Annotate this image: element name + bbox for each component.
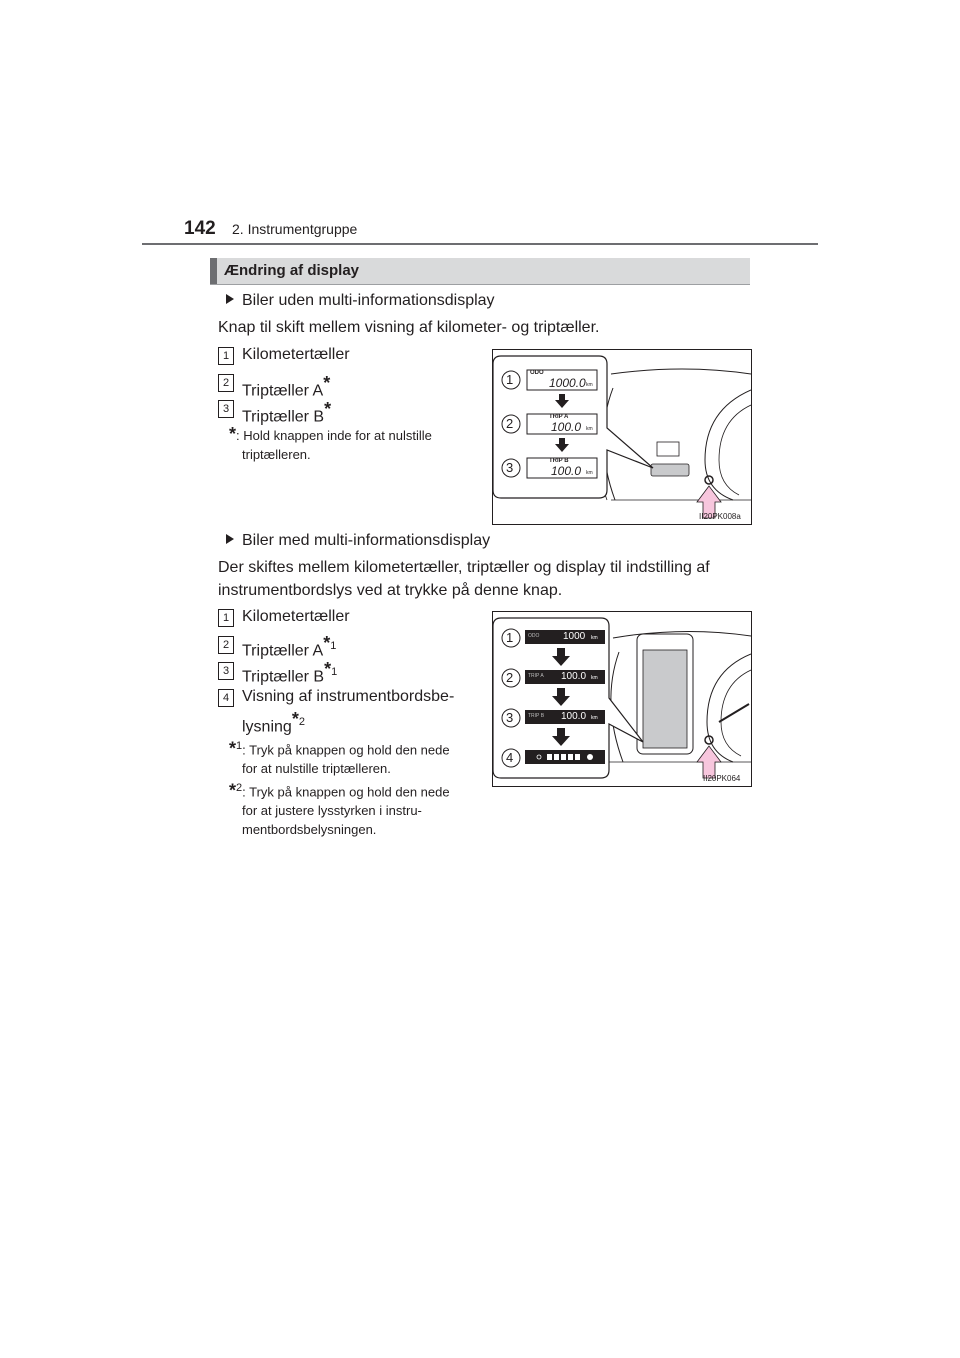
callout-number: 4 [506, 750, 514, 765]
display-value: 100.0 [551, 420, 582, 434]
callout-number: 1 [218, 609, 234, 627]
list-item [242, 346, 350, 364]
list-item [242, 608, 350, 626]
list-item [242, 659, 337, 686]
asterisk-mark: * [323, 633, 331, 653]
figure-code: II20PK008a [699, 512, 741, 521]
block2-intro-line1: Der skiftes mellem kilometertæller, triptæller og display til indstilling af [218, 559, 710, 576]
display-tag: ODO [530, 370, 544, 376]
list-item [242, 686, 454, 738]
footnote [229, 425, 432, 464]
footnote-text: for at nulstille triptælleren. [242, 761, 391, 777]
block2-heading [226, 530, 490, 552]
display-unit: km [586, 382, 593, 388]
footnote-ref [291, 709, 305, 729]
figure-code: II20PK064 [703, 774, 741, 783]
display-tag: ODO [528, 633, 540, 639]
triangle-bullet-icon [226, 534, 234, 544]
callout-number: 1 [506, 630, 514, 645]
footnote-text: : Tryk på knappen og hold den nede [242, 784, 450, 800]
display-value: 1000 [563, 631, 586, 642]
list-item-label: Kilometertæller [242, 608, 350, 625]
footnote-ref [324, 659, 338, 679]
callout-number: 2 [506, 416, 514, 431]
footnote-mark: * [229, 424, 237, 444]
triangle-bullet-icon [226, 294, 234, 304]
display-tag: TRIP A [528, 673, 544, 679]
footnote [229, 737, 450, 778]
footnote-text: : Tryk på knappen og hold den nede [242, 742, 450, 758]
asterisk-mark: * [324, 659, 332, 679]
footnote-mark: * [229, 780, 237, 801]
list-item-label: Triptæller B [242, 668, 325, 686]
display-value: 100.0 [561, 671, 587, 682]
block1-heading-text: Biler uden multi-informationsdisplay [242, 292, 495, 309]
display-tag: TRIP A [549, 414, 569, 420]
block1-heading [226, 290, 495, 312]
display-unit: km [591, 635, 598, 641]
header-rule [142, 243, 818, 245]
section-header [210, 258, 750, 285]
list-item [242, 633, 336, 660]
footnote-ref-number: 1 [331, 666, 338, 678]
footnote-text: triptælleren. [242, 447, 311, 462]
display-unit: km [586, 470, 593, 476]
callout-number: 3 [506, 710, 514, 725]
asterisk-mark: * [323, 373, 331, 393]
footnote-text: : Hold knappen inde for at nulstille [236, 428, 432, 443]
callout-number: 1 [218, 347, 234, 365]
callout-number: 2 [218, 374, 234, 392]
asterisk-mark: * [291, 709, 299, 729]
asterisk-mark: * [324, 399, 332, 419]
figure-odometer-switch [492, 349, 752, 525]
list-item-label: Triptæller B [242, 408, 325, 426]
figure-display-switch [492, 611, 752, 787]
callout-number: 4 [218, 689, 234, 707]
block1-intro: Knap til skift mellem visning af kilometer- og triptæller. [218, 319, 600, 336]
footnote-ref-number: 2 [298, 716, 305, 728]
instrument-cluster-illustration [493, 350, 751, 524]
page-number: 142 [184, 218, 216, 239]
display-unit: km [591, 675, 598, 681]
display-value: 100.0 [551, 464, 582, 478]
display-unit: km [586, 426, 593, 432]
display-unit: km [591, 715, 598, 721]
display-value: 100.0 [561, 711, 587, 722]
display-tag: TRIP B [549, 458, 569, 464]
list-item-label: Kilometertæller [242, 346, 350, 363]
section-marker [210, 258, 217, 284]
callout-number: 1 [506, 372, 514, 387]
display-tag: TRIP B [528, 713, 545, 719]
list-item-label: Triptæller A [242, 382, 324, 400]
list-item-label: Triptæller A [242, 642, 324, 660]
footnote-ref [323, 633, 337, 653]
display-value: 1000.0 [549, 376, 586, 390]
list-item-label: Visning af instrumentbordsbe- [242, 688, 455, 705]
callout-number: 3 [218, 400, 234, 418]
block2-intro-line2: instrumentbordslys ved at trykke på denne knap. [218, 582, 563, 599]
block2-heading-text: Biler med multi-informationsdisplay [242, 532, 491, 549]
chapter-title: 2. Instrumentgruppe [232, 221, 358, 237]
footnote-text: for at justere lysstyrken i instru- [242, 803, 422, 819]
callout-number: 2 [218, 636, 234, 654]
callout-number: 3 [218, 662, 234, 680]
footnote-ref-number: 1 [330, 640, 337, 652]
list-item [242, 399, 331, 426]
list-item [242, 373, 330, 400]
list-item-label: lysning [242, 718, 292, 736]
footnote-mark: * [229, 738, 237, 759]
footnote-ref-number: 2 [236, 782, 243, 794]
footnote [229, 779, 450, 839]
callout-number: 2 [506, 670, 514, 685]
callout-number: 3 [506, 460, 514, 475]
section-title: Ændring af display [224, 262, 360, 279]
footnote-text: mentbordsbelysningen. [242, 822, 377, 838]
footnote-ref-number: 1 [236, 740, 243, 752]
